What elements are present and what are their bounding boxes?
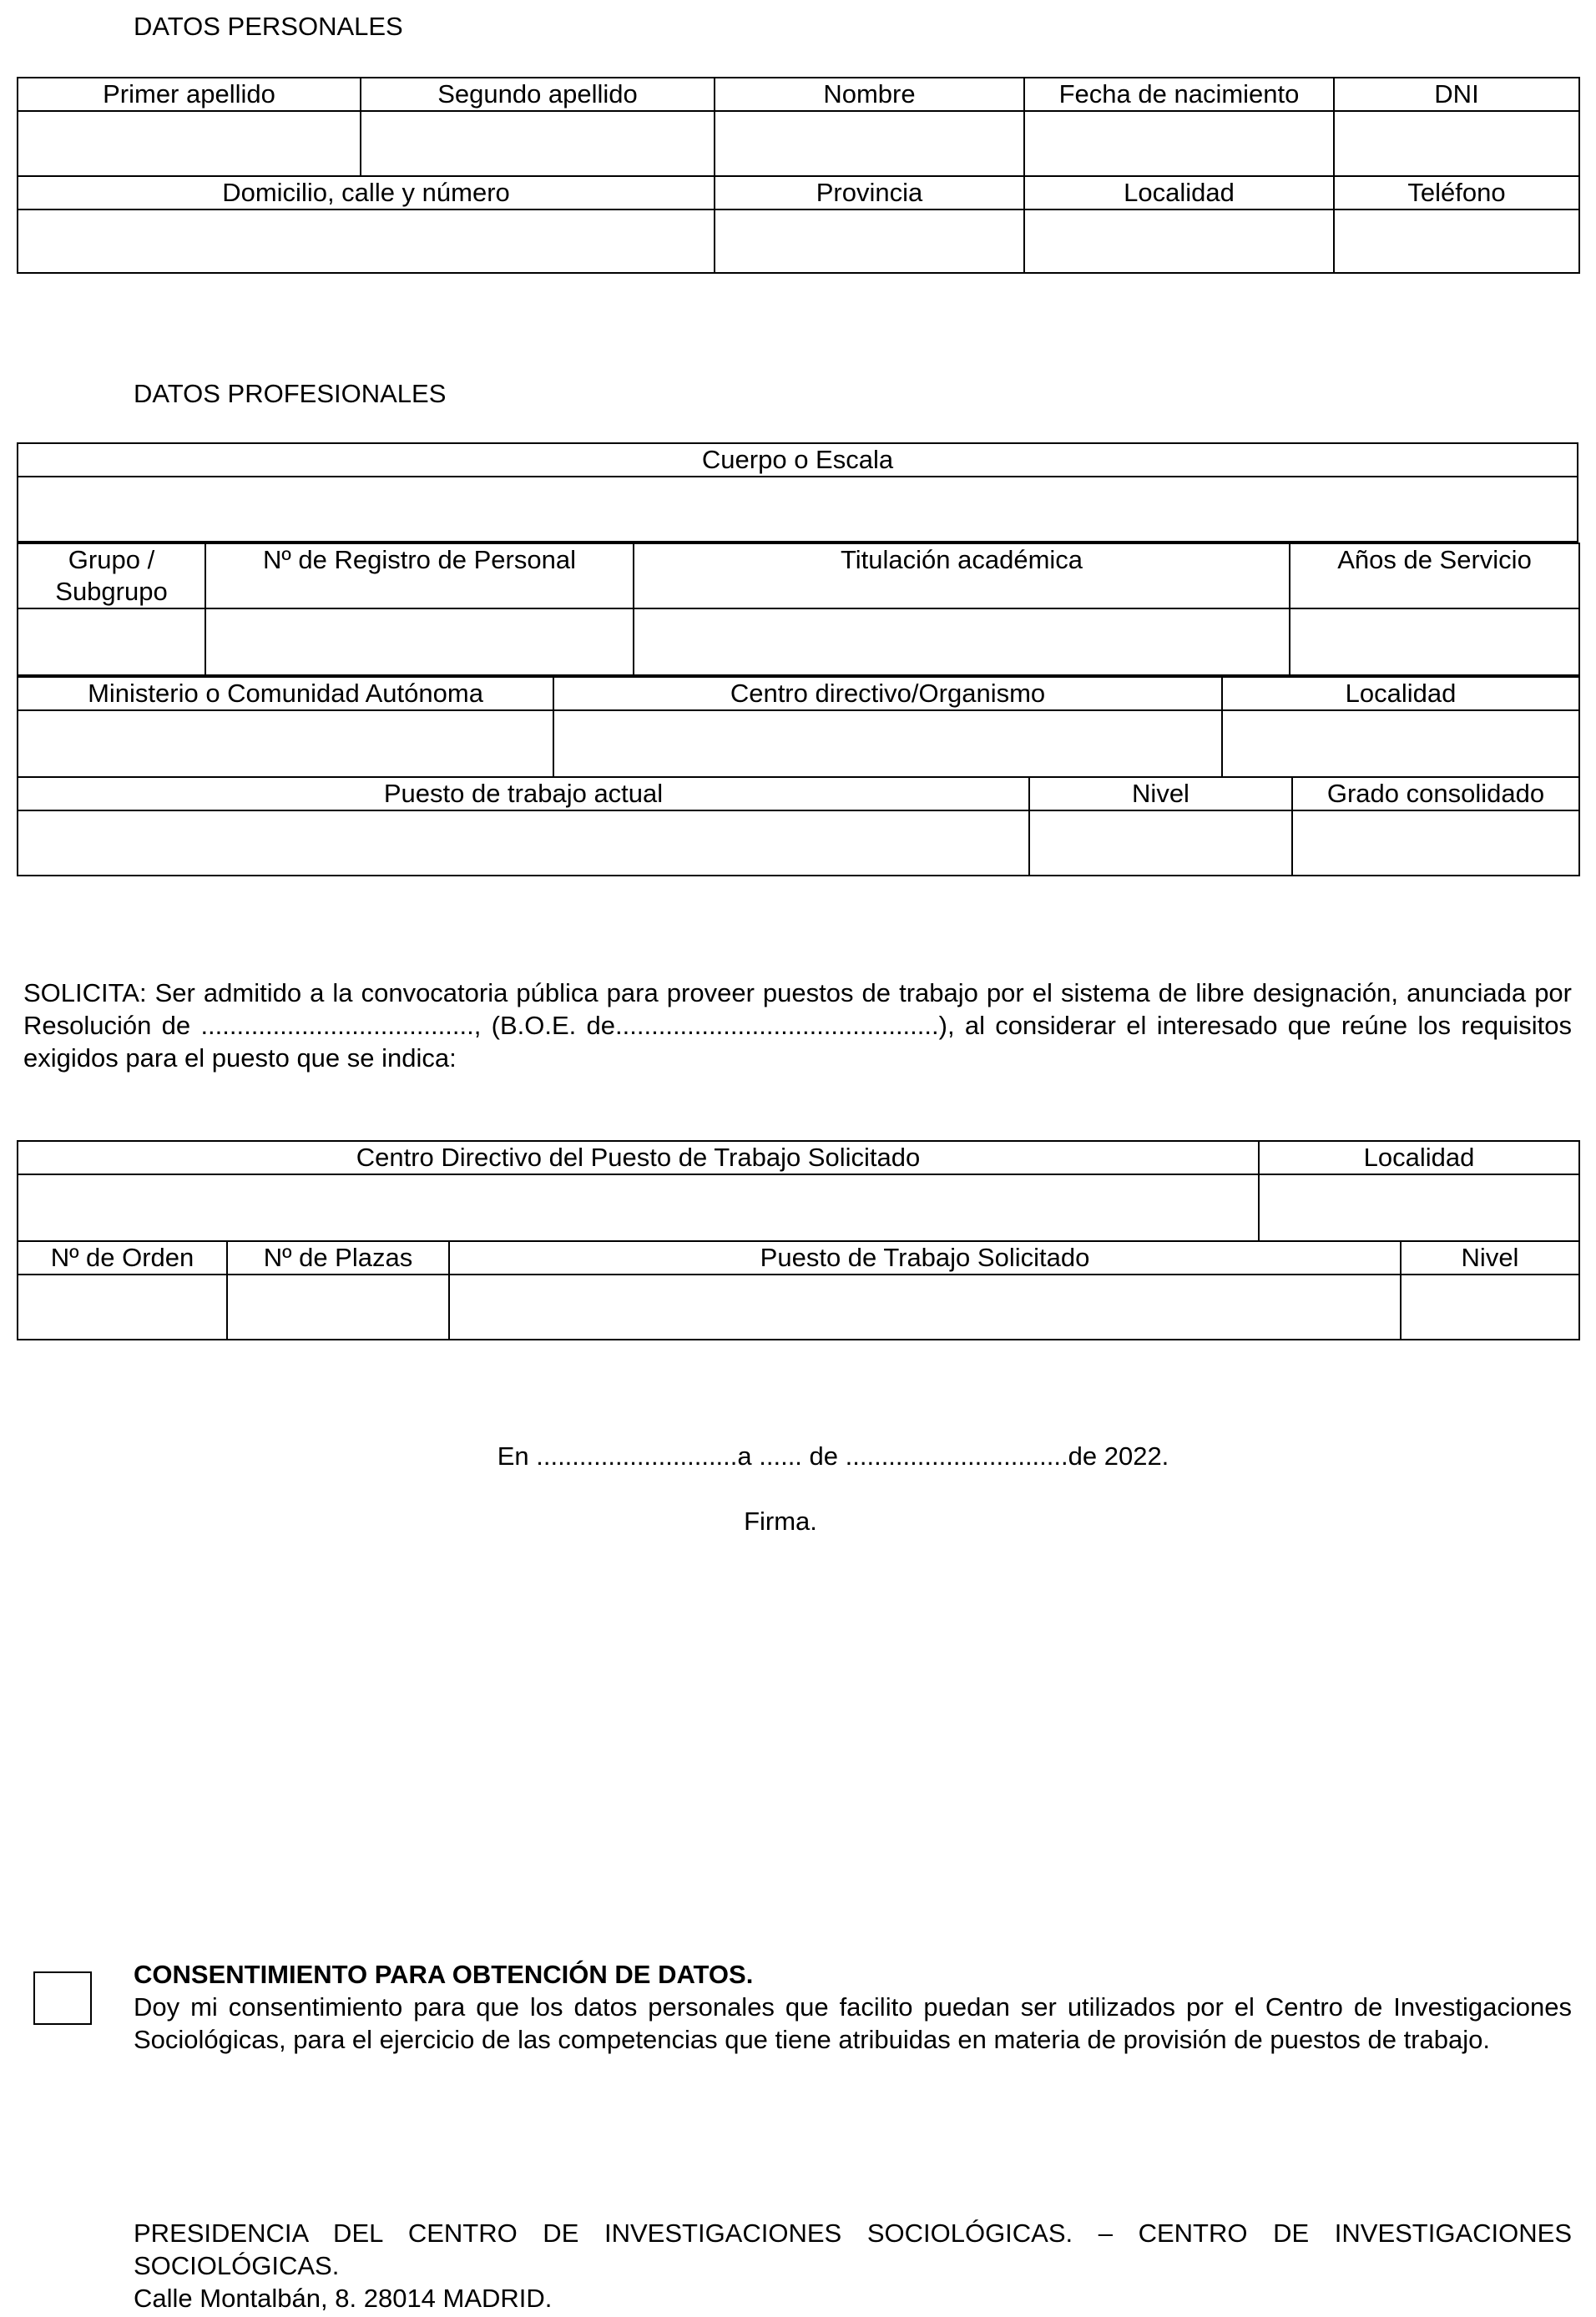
consent-checkbox[interactable] (33, 1971, 92, 2025)
puesto-solicitado-label: Puesto de Trabajo Solicitado (449, 1241, 1401, 1275)
personal-data-heading: DATOS PERSONALES (134, 12, 403, 41)
segundo-apellido-field[interactable] (361, 111, 715, 176)
numero-plazas-field[interactable] (227, 1275, 449, 1340)
firma-label: Firma. (744, 1507, 817, 1536)
professional-ministerio-table (17, 676, 1580, 778)
puesto-solicitado-field[interactable] (449, 1275, 1401, 1340)
professional-grupo-table (17, 543, 1580, 676)
centro-directivo-label: Centro directivo/Organismo (553, 677, 1222, 710)
registro-personal-label: Nº de Registro de Personal (205, 543, 634, 608)
professional-data-heading: DATOS PROFESIONALES (134, 379, 447, 408)
grado-consolidado-label: Grado consolidado (1292, 777, 1579, 810)
solicita-paragraph: SOLICITA: Ser admitido a la convocatoria pública para proveer puestos de trabajo por el sistema de libre designación, anunciada por Resolución de ......................................, (B.O.E. de.............................................), al considerar el interesado que reúne los requisitos exigidos para el puesto que se indica: (23, 978, 1572, 1073)
puesto-actual-field[interactable] (18, 810, 1029, 876)
dni-label: DNI (1334, 78, 1579, 111)
telefono-label: Teléfono (1334, 176, 1579, 209)
segundo-apellido-label: Segundo apellido (361, 78, 715, 111)
requested-post-table (17, 1140, 1580, 1242)
grado-consolidado-field[interactable] (1292, 810, 1579, 876)
numero-orden-field[interactable] (18, 1275, 227, 1340)
cuerpo-escala-field[interactable] (18, 477, 1578, 542)
nivel-solicitado-label: Nivel (1401, 1241, 1579, 1275)
nivel-solicitado-field[interactable] (1401, 1275, 1579, 1340)
puesto-actual-label: Puesto de trabajo actual (18, 777, 1029, 810)
provincia-label: Provincia (715, 176, 1024, 209)
titulacion-label: Titulación académica (634, 543, 1290, 608)
numero-orden-label: Nº de Orden (18, 1241, 227, 1275)
fecha-nacimiento-label: Fecha de nacimiento (1024, 78, 1334, 111)
professional-puesto-table (17, 776, 1580, 876)
numero-plazas-label: Nº de Plazas (227, 1241, 449, 1275)
professional-cuerpo-table (17, 442, 1578, 543)
localidad-label: Localidad (1024, 176, 1334, 209)
centro-directivo-field[interactable] (553, 710, 1222, 777)
cuerpo-escala-label: Cuerpo o Escala (18, 443, 1578, 477)
nivel-actual-label: Nivel (1029, 777, 1292, 810)
nombre-label: Nombre (715, 78, 1024, 111)
grupo-subgrupo-label: Grupo / Subgrupo (18, 543, 205, 608)
grupo-subgrupo-field[interactable] (18, 608, 205, 675)
date-line: En ............................a ...... de ...............................de 2022. (497, 1441, 1169, 1471)
localidad-profesional-field[interactable] (1222, 710, 1579, 777)
localidad-solicitada-field[interactable] (1259, 1174, 1579, 1241)
footer-organization: PRESIDENCIA DEL CENTRO DE INVESTIGACIONES SOCIOLÓGICAS. – CENTRO DE INVESTIGACIONES SOCIOLÓGICAS. (134, 2219, 1572, 2280)
domicilio-field[interactable] (18, 209, 715, 273)
dni-field[interactable] (1334, 111, 1579, 176)
provincia-field[interactable] (715, 209, 1024, 273)
centro-solicitado-field[interactable] (18, 1174, 1259, 1241)
consent-title: CONSENTIMIENTO PARA OBTENCIÓN DE DATOS. (134, 1960, 754, 1989)
centro-solicitado-label: Centro Directivo del Puesto de Trabajo Solicitado (18, 1141, 1259, 1174)
nombre-field[interactable] (715, 111, 1024, 176)
telefono-field[interactable] (1334, 209, 1579, 273)
primer-apellido-field[interactable] (18, 111, 361, 176)
localidad-profesional-label: Localidad (1222, 677, 1579, 710)
ministerio-label: Ministerio o Comunidad Autónoma (18, 677, 553, 710)
anos-servicio-label: Años de Servicio (1290, 543, 1579, 608)
fecha-nacimiento-field[interactable] (1024, 111, 1334, 176)
registro-personal-field[interactable] (205, 608, 634, 675)
footer-address: Calle Montalbán, 8. 28014 MADRID. (134, 2284, 553, 2313)
nivel-actual-field[interactable] (1029, 810, 1292, 876)
domicilio-label: Domicilio, calle y número (18, 176, 715, 209)
personal-data-table (17, 77, 1580, 274)
requested-post-detail-table (17, 1240, 1580, 1340)
consent-text: Doy mi consentimiento para que los datos personales que facilito puedan ser utilizados por el Centro de Investigaciones Sociológicas, para el ejercicio de las competencias que tiene atribuidas en materia de provisión de puestos de trabajo. (134, 1992, 1572, 2054)
titulacion-field[interactable] (634, 608, 1290, 675)
primer-apellido-label: Primer apellido (18, 78, 361, 111)
localidad-solicitada-label: Localidad (1259, 1141, 1579, 1174)
anos-servicio-field[interactable] (1290, 608, 1579, 675)
ministerio-field[interactable] (18, 710, 553, 777)
localidad-field[interactable] (1024, 209, 1334, 273)
